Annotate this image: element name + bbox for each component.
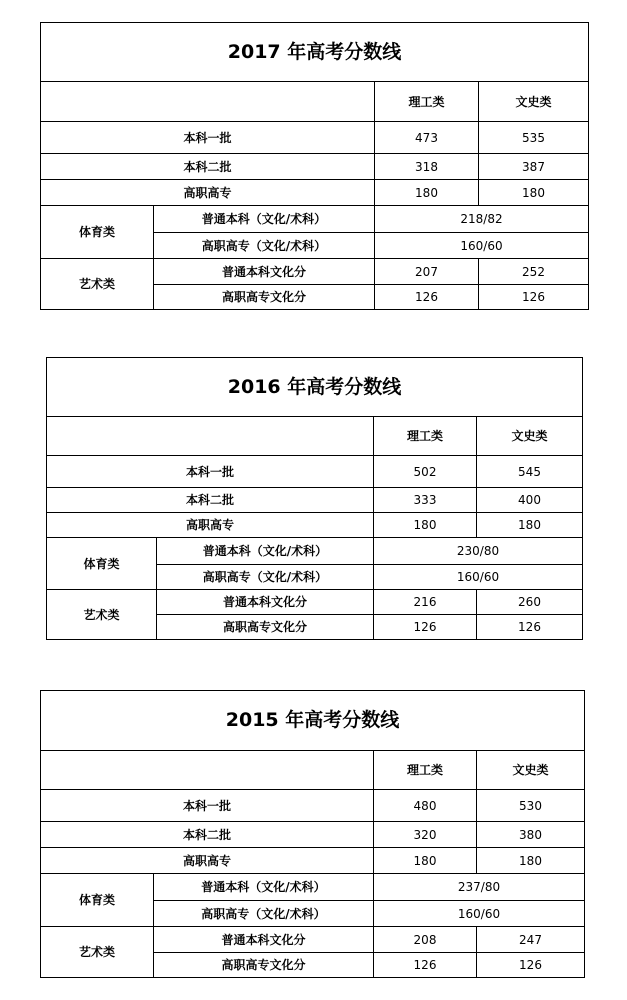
group-label-sports: 体育类 [41,874,154,927]
row-label: 高职高专 [41,180,375,206]
row-label: 本科二批 [41,822,374,848]
row-label: 高职高专（文化/术科） [154,901,374,927]
row-label: 高职高专 [47,513,374,538]
arts-score: 530 [477,790,585,822]
science-score: 126 [375,285,479,310]
row-label: 本科二批 [47,488,374,513]
arts-score: 126 [479,285,589,310]
arts-score: 126 [477,615,583,640]
row-label: 高职高专（文化/术科） [154,233,375,259]
group-label-sports: 体育类 [41,206,154,259]
row-label: 普通本科文化分 [154,927,374,953]
row-label: 普通本科文化分 [154,259,375,285]
science-score: 473 [375,122,479,154]
row-label: 本科一批 [41,122,375,154]
arts-score: 180 [477,848,585,874]
science-score: 318 [375,154,479,180]
header-science: 理工类 [374,417,477,456]
group-label-arts: 艺术类 [47,590,157,640]
score-table-2015 [40,690,585,978]
arts-score: 535 [479,122,589,154]
group-label-sports: 体育类 [47,538,157,590]
arts-score: 180 [479,180,589,206]
arts-score: 252 [479,259,589,285]
science-score: 502 [374,456,477,488]
row-label: 高职高专文化分 [157,615,374,640]
score-table-2016 [46,357,583,640]
row-label: 普通本科文化分 [157,590,374,615]
row-label: 高职高专（文化/术科） [157,565,374,590]
header-science: 理工类 [374,751,477,790]
row-label: 高职高专文化分 [154,953,374,978]
science-score: 180 [374,848,477,874]
arts-score: 126 [477,953,585,978]
group-label-arts: 艺术类 [41,927,154,978]
header-arts: 文史类 [477,751,585,790]
combined-score: 218/82 [375,206,589,233]
combined-score: 160/60 [374,565,583,590]
science-score: 207 [375,259,479,285]
row-label: 普通本科（文化/术科） [154,874,374,901]
science-score: 180 [375,180,479,206]
arts-score: 545 [477,456,583,488]
row-label: 本科一批 [41,790,374,822]
arts-score: 247 [477,927,585,953]
row-label: 本科一批 [47,456,374,488]
header-blank-cell [41,751,374,790]
header-arts: 文史类 [477,417,583,456]
combined-score: 230/80 [374,538,583,565]
science-score: 126 [374,953,477,978]
table-title: 2015 年高考分数线 [41,691,585,751]
header-science: 理工类 [375,82,479,122]
combined-score: 160/60 [375,233,589,259]
row-label: 普通本科（文化/术科） [157,538,374,565]
score-table-2017 [40,22,589,310]
science-score: 216 [374,590,477,615]
science-score: 320 [374,822,477,848]
arts-score: 260 [477,590,583,615]
row-label: 本科二批 [41,154,375,180]
science-score: 180 [374,513,477,538]
science-score: 208 [374,927,477,953]
combined-score: 237/80 [374,874,585,901]
row-label: 普通本科（文化/术科） [154,206,375,233]
arts-score: 180 [477,513,583,538]
arts-score: 380 [477,822,585,848]
science-score: 480 [374,790,477,822]
row-label: 高职高专文化分 [154,285,375,310]
row-label: 高职高专 [41,848,374,874]
arts-score: 400 [477,488,583,513]
combined-score: 160/60 [374,901,585,927]
table-title: 2016 年高考分数线 [47,358,583,417]
header-blank-cell [47,417,374,456]
science-score: 333 [374,488,477,513]
table-title: 2017 年高考分数线 [41,23,589,82]
arts-score: 387 [479,154,589,180]
science-score: 126 [374,615,477,640]
header-arts: 文史类 [479,82,589,122]
header-blank-cell [41,82,375,122]
group-label-arts: 艺术类 [41,259,154,310]
